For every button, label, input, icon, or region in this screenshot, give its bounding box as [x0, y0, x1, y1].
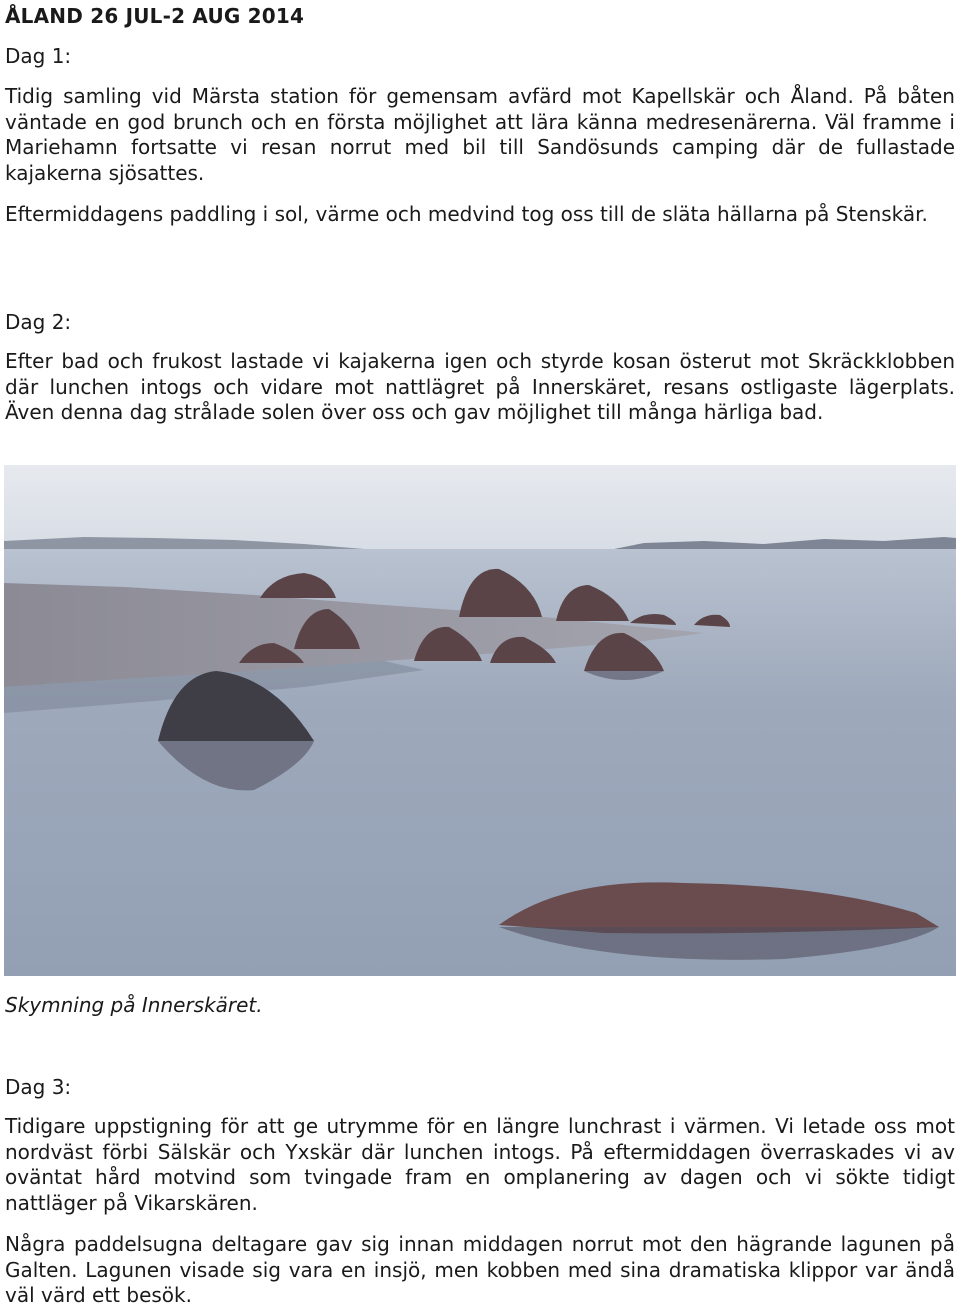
- day3-paragraph-1: Tidigare uppstigning för att ge utrymme för en längre lunchrast i värmen. Vi letade oss mot nordväst förbi Sälskär och Yxskär där lunchen intogs. På eftermiddagen överraskades vi av oväntat hård motvind som tvingade fram en omplanering av dagen och vi sökte tidigt nattläger på Vikarskären.: [5, 1114, 955, 1215]
- day3-heading: Dag 3:: [5, 1075, 72, 1099]
- day3-paragraph-2: Några paddelsugna deltagare gav sig innan middagen norrut mot den hägrande lagunen på Galten. Lagunen visade sig vara en insjö, men kobben med sina dramatiska klippor var ändå väl värd ett besök.: [5, 1232, 955, 1307]
- document-title: ÅLAND 26 JUL-2 AUG 2014: [5, 4, 305, 28]
- day2-heading: Dag 2:: [5, 310, 72, 334]
- day1-paragraph-2: Eftermiddagens paddling i sol, värme och medvind tog oss till de släta hällarna på Stenskär.: [5, 202, 928, 226]
- day1-heading: Dag 1:: [5, 44, 72, 68]
- archipelago-photo: [4, 465, 956, 976]
- day2-paragraph-1: Efter bad och frukost lastade vi kajakerna igen och styrde kosan österut mot Skräckklobben där lunchen intogs och vidare mot nattlägret på Innerskäret, resans ostligaste lägerplats. Även denna dag strålade solen över oss och gav möjlighet till många härliga bad.: [5, 349, 955, 424]
- day1-paragraph-1: Tidig samling vid Märsta station för gemensam avfärd mot Kapellskär och Åland. På båten väntade en god brunch och en första möjlighet att lära känna medresenärerna. Väl framme i Mariehamn fortsatte vi resan norrut med bil till Sandösunds camping där de fullastade kajakerna sjösattes.: [5, 84, 955, 185]
- sky: [4, 465, 956, 549]
- photo-caption: Skymning på Innerskäret.: [5, 993, 263, 1017]
